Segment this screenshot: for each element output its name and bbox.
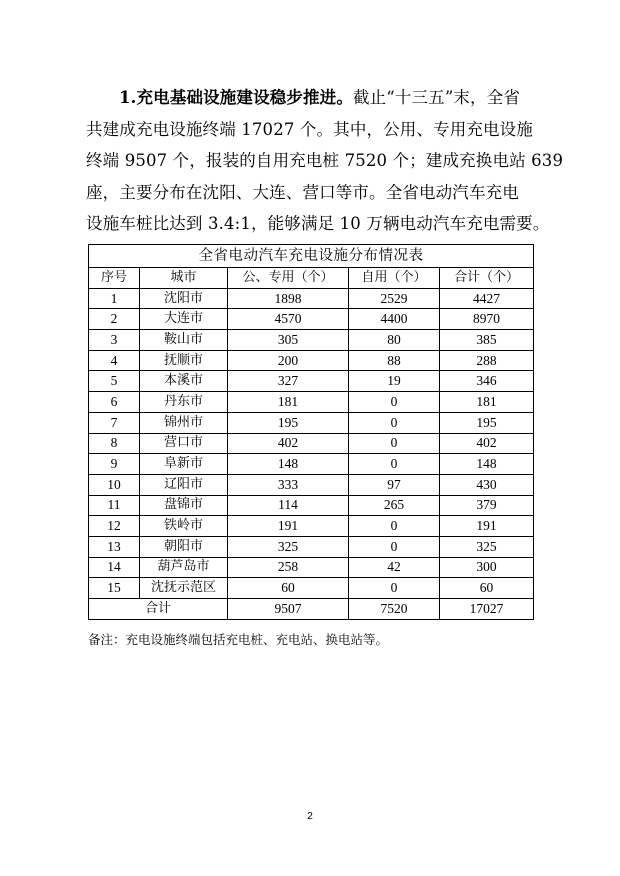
paragraph-line-1 bbox=[86, 82, 538, 114]
cell-city: 辽阳市 bbox=[140, 474, 228, 495]
page-number: 2 bbox=[307, 811, 313, 822]
cell-city: 锦州市 bbox=[140, 412, 228, 433]
cell-index: 11 bbox=[89, 495, 140, 516]
cell-private: 2529 bbox=[349, 288, 440, 309]
cell-index: 12 bbox=[89, 516, 140, 537]
cell-total: 148 bbox=[440, 454, 534, 475]
cell-private: 0 bbox=[349, 392, 440, 413]
table-row bbox=[89, 474, 534, 495]
table-row bbox=[89, 433, 534, 454]
cell-index: 13 bbox=[89, 536, 140, 557]
table-row bbox=[89, 557, 534, 578]
total-private: 7520 bbox=[349, 599, 440, 620]
cell-index: 8 bbox=[89, 433, 140, 454]
table-body bbox=[89, 245, 534, 620]
charging-facility-table bbox=[88, 244, 534, 620]
cell-public: 181 bbox=[228, 392, 349, 413]
cell-private: 88 bbox=[349, 350, 440, 371]
header-private: 自用（个） bbox=[349, 268, 440, 289]
cell-city: 盘锦市 bbox=[140, 495, 228, 516]
cell-index: 6 bbox=[89, 392, 140, 413]
cell-public: 305 bbox=[228, 330, 349, 351]
table-title-row bbox=[89, 245, 534, 268]
cell-city: 营口市 bbox=[140, 433, 228, 454]
cell-private: 4400 bbox=[349, 309, 440, 330]
paragraph-line-1-text: 截止“十三五”末，全省 bbox=[352, 88, 521, 107]
paragraph-line-5: 设施车桩比达到 3.4:1，能够满足 10 万辆电动汽车充电需要。 bbox=[86, 214, 550, 233]
table-row bbox=[89, 371, 534, 392]
total-label: 合计 bbox=[89, 599, 228, 620]
cell-public: 333 bbox=[228, 474, 349, 495]
cell-total: 379 bbox=[440, 495, 534, 516]
table-row bbox=[89, 578, 534, 599]
cell-city: 阜新市 bbox=[140, 454, 228, 475]
table-row bbox=[89, 350, 534, 371]
cell-private: 0 bbox=[349, 412, 440, 433]
cell-city: 沈抚示范区 bbox=[140, 578, 228, 599]
header-city: 城市 bbox=[140, 268, 228, 289]
cell-public: 195 bbox=[228, 412, 349, 433]
cell-total: 346 bbox=[440, 371, 534, 392]
cell-private: 0 bbox=[349, 578, 440, 599]
cell-total: 385 bbox=[440, 330, 534, 351]
cell-index: 7 bbox=[89, 412, 140, 433]
cell-total: 288 bbox=[440, 350, 534, 371]
table-header-row bbox=[89, 268, 534, 289]
cell-index: 5 bbox=[89, 371, 140, 392]
cell-city: 朝阳市 bbox=[140, 536, 228, 557]
table-note: 备注：充电设施终端包括充电桩、充电站、换电站等。 bbox=[88, 632, 389, 647]
cell-private: 0 bbox=[349, 536, 440, 557]
cell-total: 430 bbox=[440, 474, 534, 495]
cell-city: 抚顺市 bbox=[140, 350, 228, 371]
table-row bbox=[89, 392, 534, 413]
cell-public: 1898 bbox=[228, 288, 349, 309]
header-index: 序号 bbox=[89, 268, 140, 289]
total-sum: 17027 bbox=[440, 599, 534, 620]
cell-private: 0 bbox=[349, 433, 440, 454]
table-total-row bbox=[89, 599, 534, 620]
cell-city: 大连市 bbox=[140, 309, 228, 330]
cell-index: 3 bbox=[89, 330, 140, 351]
cell-index: 9 bbox=[89, 454, 140, 475]
cell-private: 97 bbox=[349, 474, 440, 495]
table-row bbox=[89, 454, 534, 475]
table-row bbox=[89, 516, 534, 537]
paragraph-line-2: 共建成充电设施终端 17027 个。其中，公用、专用充电设施 bbox=[86, 119, 533, 139]
cell-public: 258 bbox=[228, 557, 349, 578]
cell-index: 4 bbox=[89, 350, 140, 371]
table-row bbox=[89, 536, 534, 557]
cell-public: 4570 bbox=[228, 309, 349, 330]
cell-total: 181 bbox=[440, 392, 534, 413]
header-total: 合计（个） bbox=[440, 268, 534, 289]
cell-city: 本溪市 bbox=[140, 371, 228, 392]
paragraph-line-3: 终端 9507 个，报装的自用充电桩 7520 个；建成充换电站 639 bbox=[86, 151, 564, 170]
cell-city: 丹东市 bbox=[140, 392, 228, 413]
cell-public: 402 bbox=[228, 433, 349, 454]
cell-private: 0 bbox=[349, 454, 440, 475]
table-row bbox=[89, 309, 534, 330]
cell-public: 200 bbox=[228, 350, 349, 371]
cell-total: 191 bbox=[440, 516, 534, 537]
header-public: 公、专用（个） bbox=[228, 268, 349, 289]
cell-private: 19 bbox=[349, 371, 440, 392]
cell-public: 148 bbox=[228, 454, 349, 475]
cell-private: 265 bbox=[349, 495, 440, 516]
cell-private: 80 bbox=[349, 330, 440, 351]
table-title: 全省电动汽车充电设施分布情况表 bbox=[89, 245, 534, 268]
cell-private: 0 bbox=[349, 516, 440, 537]
cell-city: 铁岭市 bbox=[140, 516, 228, 537]
total-public: 9507 bbox=[228, 599, 349, 620]
cell-index: 15 bbox=[89, 578, 140, 599]
cell-public: 60 bbox=[228, 578, 349, 599]
cell-total: 195 bbox=[440, 412, 534, 433]
cell-public: 325 bbox=[228, 536, 349, 557]
cell-public: 114 bbox=[228, 495, 349, 516]
cell-total: 325 bbox=[440, 536, 534, 557]
table-row bbox=[89, 330, 534, 351]
cell-index: 2 bbox=[89, 309, 140, 330]
cell-total: 402 bbox=[440, 433, 534, 454]
cell-total: 300 bbox=[440, 557, 534, 578]
cell-index: 14 bbox=[89, 557, 140, 578]
cell-private: 42 bbox=[349, 557, 440, 578]
section-heading: 1.充电基础设施建设稳步推进。 bbox=[119, 88, 353, 107]
table-row bbox=[89, 412, 534, 433]
cell-city: 葫芦岛市 bbox=[140, 557, 228, 578]
cell-total: 4427 bbox=[440, 288, 534, 309]
paragraph-line-4: 座，主要分布在沈阳、大连、营口等市。全省电动汽车充电 bbox=[86, 182, 519, 202]
cell-total: 8970 bbox=[440, 309, 534, 330]
cell-city: 沈阳市 bbox=[140, 288, 228, 309]
cell-index: 1 bbox=[89, 288, 140, 309]
table-row bbox=[89, 495, 534, 516]
cell-index: 10 bbox=[89, 474, 140, 495]
cell-public: 327 bbox=[228, 371, 349, 392]
cell-total: 60 bbox=[440, 578, 534, 599]
cell-city: 鞍山市 bbox=[140, 330, 228, 351]
table-row bbox=[89, 288, 534, 309]
intro-paragraph bbox=[86, 82, 564, 240]
cell-public: 191 bbox=[228, 516, 349, 537]
